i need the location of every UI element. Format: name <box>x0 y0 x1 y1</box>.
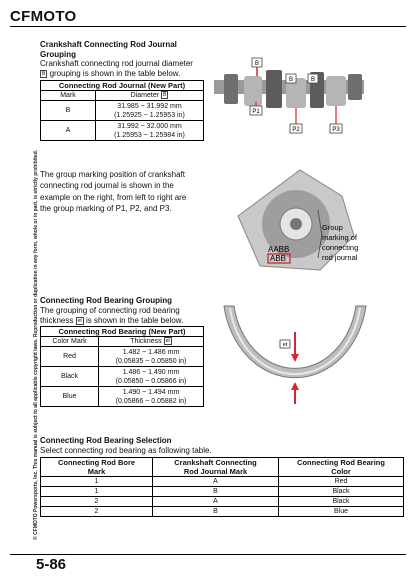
journal-intro-text: grouping is shown in the table below. <box>47 69 181 78</box>
bearing-intro-line1: The grouping of connecting rod bearing <box>40 306 180 315</box>
symbol-et-box: et <box>165 338 170 345</box>
et-label: et <box>282 342 288 348</box>
journal-row-mark: B <box>41 101 96 121</box>
journal-position-line4: the group marking of P1, P2, and P3. <box>40 204 172 213</box>
journal-position-line3: example on the right, from left to right are <box>40 193 187 202</box>
marking-caption-2: marking of <box>322 233 358 242</box>
journal-col-diameter-text: Diameter <box>130 92 160 99</box>
header-rule <box>10 26 406 27</box>
selection-heading: Connecting Rod Bearing Selection <box>40 436 172 445</box>
journal-value-in: (1.25925 ~ 1.25953 in) <box>114 111 185 119</box>
selection-cell-bore: 2 <box>41 507 153 517</box>
bearing-col-thickness <box>99 337 204 347</box>
bearing-row-color: Black <box>41 367 99 387</box>
bearing-row-value <box>99 347 204 367</box>
bearing-row-color: Blue <box>41 387 99 407</box>
journal-intro-line1: Crankshaft connecting rod journal diameter <box>40 59 193 68</box>
table-row <box>41 497 404 507</box>
crank-pin-p1 <box>244 76 262 106</box>
marking-caption-3: connecting <box>322 243 359 252</box>
selection-cell-bore: 1 <box>41 477 153 487</box>
selection-cell-journal: A <box>153 477 279 487</box>
journal-table <box>40 80 204 141</box>
crank-web-figure <box>230 166 406 272</box>
crank-pin-p3 <box>326 76 346 106</box>
table-row <box>41 477 404 487</box>
selection-col-bore-l1: Connecting Rod Bore <box>57 458 136 467</box>
journal-col-diameter <box>96 91 204 101</box>
bearing-value-in: (0.05866 ~ 0.05882 in) <box>115 397 187 405</box>
crankshaft-figure <box>214 46 364 138</box>
marking-caption-4: rod journal <box>322 253 358 262</box>
table-row <box>41 487 404 497</box>
arrow-et-bottom-head <box>291 382 299 390</box>
selection-cell-bore: 1 <box>41 487 153 497</box>
b-label-3: B <box>310 77 316 83</box>
p3-label: P3 <box>332 127 340 133</box>
footer-rule <box>10 554 406 555</box>
selection-intro: Select connecting rod bearing as following table. <box>40 446 212 455</box>
arrow-et-top-head <box>291 354 299 362</box>
selection-cell-journal: B <box>153 507 279 517</box>
selection-cell-journal: A <box>153 497 279 507</box>
bearing-value-mm: 1.490 ~ 1.494 mm <box>122 388 180 396</box>
crank-web-2 <box>266 70 282 108</box>
selection-col-journal-l1: Crankshaft Connecting <box>174 458 257 467</box>
journal-table-title: Connecting Rod Journal (New Part) <box>41 81 204 91</box>
bearing-value-in: (0.05835 ~ 0.05850 in) <box>115 357 187 365</box>
bearing-table-title: Connecting Rod Bearing (New Part) <box>41 327 204 337</box>
crank-pin-center <box>290 218 302 230</box>
bearing-col-thickness-text: Thickness <box>130 338 162 345</box>
symbol-et-box: et <box>77 317 82 324</box>
selection-col-bearing-l2: Color <box>331 467 351 476</box>
marking-line2: ABB <box>270 254 287 263</box>
bearing-intro-line2 <box>40 316 183 326</box>
bearing-heading: Connecting Rod Bearing Grouping <box>40 296 172 305</box>
table-row <box>41 507 404 517</box>
selection-cell-bearing: Red <box>279 477 404 487</box>
marking-caption-1: Group <box>322 223 343 232</box>
journal-intro-line2 <box>40 69 180 79</box>
bearing-row-value <box>99 387 204 407</box>
bearing-shell-figure <box>218 300 372 406</box>
crank-gear <box>348 74 362 100</box>
selection-cell-journal: B <box>153 487 279 497</box>
symbol-b-box: B <box>163 92 167 99</box>
journal-heading-line1: Crankshaft Connecting Rod Journal <box>40 40 177 49</box>
bearing-row-color: Red <box>41 347 99 367</box>
copyright-notice: © CFMOTO Powersports, Inc. This manual is subject to all applicable copyright laws. Reproduction or duplication in any form, whole or in part, is strictly prohibited. <box>33 149 39 540</box>
journal-value-mm: 31.992 ~ 32.000 mm <box>117 122 182 130</box>
marking-line1: AABB <box>268 245 290 254</box>
p1-label: P1 <box>252 109 260 115</box>
journal-value-mm: 31.985 ~ 31.992 mm <box>117 102 182 110</box>
page-number: 5-86 <box>36 556 67 573</box>
journal-row-value <box>96 121 204 141</box>
selection-col-bearing-l1: Connecting Rod Bearing <box>297 458 385 467</box>
journal-row-mark: A <box>41 121 96 141</box>
bearing-value-mm: 1.482 ~ 1.486 mm <box>122 348 180 356</box>
p2-label: P2 <box>292 127 300 133</box>
b-label-2: B <box>288 77 294 83</box>
selection-col-bore-l2: Mark <box>87 467 106 476</box>
brand-logo: CFMOTO <box>10 8 77 25</box>
journal-row-value <box>96 101 204 121</box>
selection-col-journal <box>153 458 279 477</box>
selection-cell-bearing: Black <box>279 487 404 497</box>
selection-cell-bearing: Blue <box>279 507 404 517</box>
journal-col-mark: Mark <box>41 91 96 101</box>
journal-position-line1: The group marking position of crankshaft <box>40 170 185 179</box>
bearing-intro-post: is shown in the table below. <box>83 316 184 325</box>
bearing-col-color: Color Mark <box>41 337 99 347</box>
journal-position-line2: connecting rod journal is shown in the <box>40 181 174 190</box>
b-label-1: B <box>254 61 260 67</box>
selection-cell-bearing: Black <box>279 497 404 507</box>
journal-value-in: (1.25953 ~ 1.25984 in) <box>114 131 185 139</box>
bearing-intro-pre: thickness <box>40 316 76 325</box>
crank-web-1 <box>224 74 238 104</box>
selection-cell-bore: 2 <box>41 497 153 507</box>
bearing-value-mm: 1.486 ~ 1.490 mm <box>122 368 180 376</box>
bearing-value-in: (0.05850 ~ 0.05866 in) <box>115 377 187 385</box>
journal-heading-line2: Grouping <box>40 50 76 59</box>
bearing-row-value <box>99 367 204 387</box>
selection-col-bearing <box>279 458 404 477</box>
selection-col-bore <box>41 458 153 477</box>
symbol-b-box: B <box>42 70 46 77</box>
selection-col-journal-l2: Rod Journal Mark <box>183 467 248 476</box>
selection-table <box>40 457 404 517</box>
bearing-table <box>40 326 204 407</box>
